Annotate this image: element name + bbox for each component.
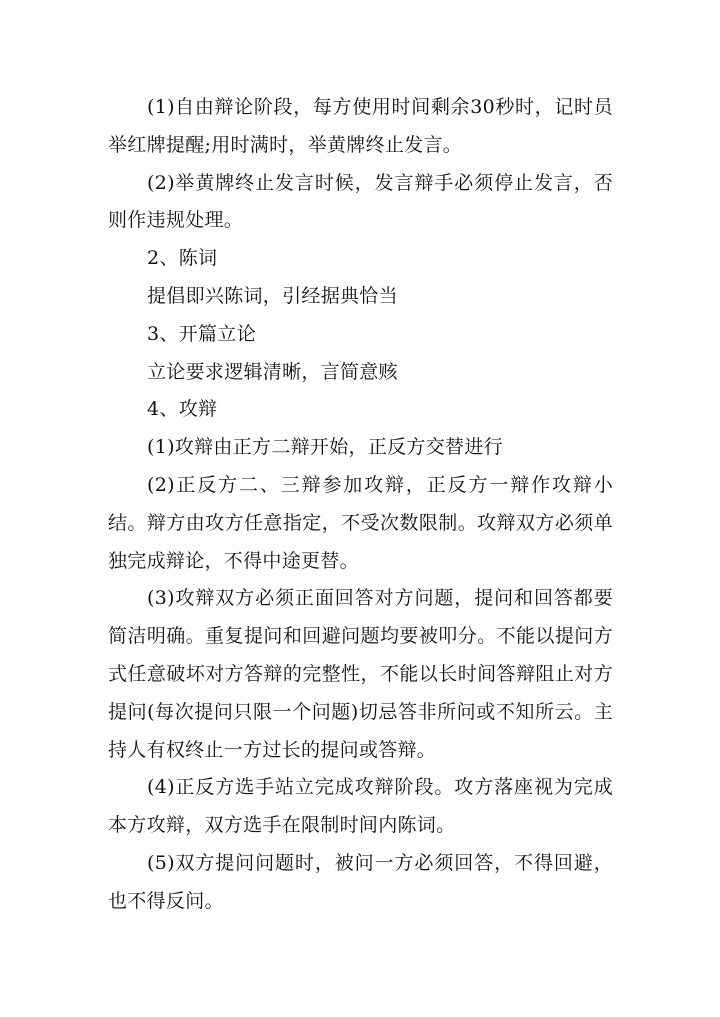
paragraph-cross-exam-participants: (2)正反方二、三辩参加攻辩，正反方一辩作攻辩小结。辩方由攻方任意指定，不受次数限制。攻辩双方必须单独完成辩论，不得中途更替。 xyxy=(108,473,613,572)
paragraph-questioning-rule: (5)双方提问问题时，被问一方必须回答，不得回避，也不得反问。 xyxy=(108,851,613,912)
paragraph-opening-rule: 立论要求逻辑清晰，言简意赅 xyxy=(147,360,398,383)
section-heading-opening: 3、开篇立论 xyxy=(147,322,256,345)
paragraph-cross-exam-start: (1)攻辩由正方二辩开始，正反方交替进行 xyxy=(147,436,503,459)
paragraph-cross-exam-standing: (4)正反方选手站立完成攻辩阶段。攻方落座视为完成本方攻辩，双方选手在限制时间内陈词。 xyxy=(108,776,613,837)
section-heading-statement: 2、陈词 xyxy=(147,247,218,270)
paragraph-cross-exam-answer-rules: (3)攻辩双方必须正面回答对方问题，提问和回答都要简洁明确。重复提问和回避问题均要被叩分。不能以提问方式任意破坏对方答辩的完整性，不能以长时间答辩阻止对方提问(每次提问只限一个问题)切忌答非所问或不知所云。主持人有权终止一方过长的提问或答辩。 xyxy=(108,587,613,761)
paragraph-statement-rule: 提倡即兴陈词，引经据典恰当 xyxy=(147,284,398,307)
document-body xyxy=(108,89,613,921)
paragraph-stop-speaking-rule: (2)举黄牌终止发言时候，发言辩手必须停止发言，否则作违规处理。 xyxy=(108,171,613,232)
paragraph-free-debate-time: (1)自由辩论阶段，每方使用时间剩余30秒时，记时员举红牌提醒;用时满时，举黄牌终止发言。 xyxy=(108,96,613,156)
section-heading-cross-examination: 4、攻辩 xyxy=(147,398,218,421)
